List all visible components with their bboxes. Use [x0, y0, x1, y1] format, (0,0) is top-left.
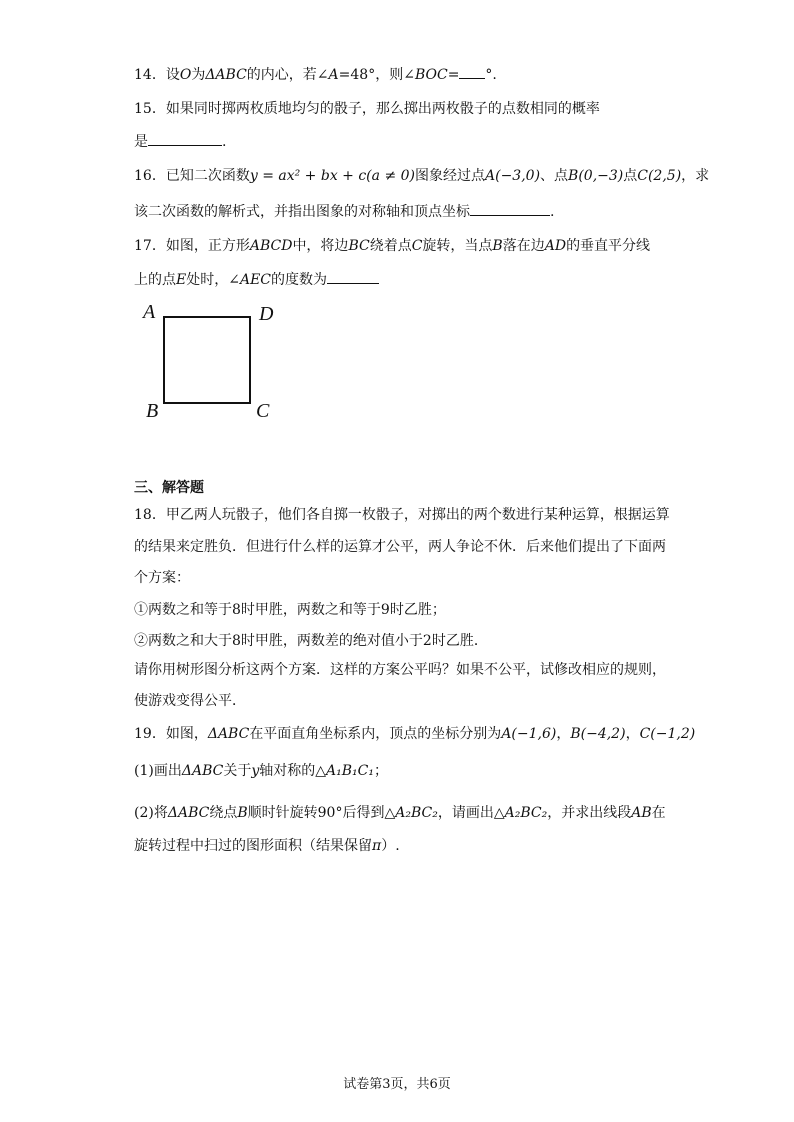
label-a: A	[143, 301, 156, 323]
question-19-part2-line2: 旋转过程中扫过的图形面积（结果保留π）.	[134, 838, 400, 854]
answer-blank[interactable]	[148, 131, 222, 146]
question-18-line2: 的结果来定胜负．但进行什么样的运算才公平，两人争论不休．后来他们提出了下面两	[134, 539, 666, 555]
question-18-line4: 请你用树形图分析这两个方案．这样的方案公平吗？如果不公平，试修改相应的规则，	[134, 662, 666, 678]
question-19-part2: (2)将ΔABC绕点B顺时针旋转90°后得到△A₂BC₂，请画出△A₂BC₂，并求出线段AB在	[134, 805, 666, 821]
page-footer: 试卷第3页，共6页	[343, 1077, 451, 1092]
label-c: C	[256, 400, 270, 422]
question-15: 15．如果同时掷两枚质地均匀的骰子，那么掷出两枚骰子的点数相同的概率	[134, 101, 600, 117]
option-1: ①两数之和等于8时甲胜，两数之和等于9时乙胜；	[134, 602, 446, 618]
question-16-line2: 该二次函数的解析式，并指出图象的对称轴和顶点坐标 .	[134, 201, 554, 222]
square-abcd	[163, 316, 251, 404]
label-b: B	[146, 400, 159, 422]
answer-blank[interactable]	[459, 64, 485, 79]
option-2: ②两数之和大于8时甲胜，两数差的绝对值小于2时乙胜．	[134, 633, 488, 649]
question-18-line3: 个方案：	[134, 570, 190, 586]
answer-blank[interactable]	[470, 201, 550, 216]
question-19-part1: (1)画出ΔABC关于y轴对称的△A₁B₁C₁；	[134, 763, 388, 779]
question-16: 16．已知二次函数y = ax² + bx + c(a ≠ 0)图象经过点A(−3,0)、点B(0,−3)点C(2,5)，求	[134, 168, 710, 184]
quadratic-formula: y = ax² + bx + c(a ≠ 0)	[249, 168, 415, 184]
question-18-line5: 使游戏变得公平．	[134, 693, 246, 709]
answer-blank[interactable]	[327, 269, 379, 284]
question-17-line2: 上的点E处时，∠AEC的度数为	[134, 269, 379, 290]
section-heading: 三、解答题	[134, 480, 204, 496]
label-d: D	[259, 303, 274, 325]
question-19: 19．如图，ΔABC在平面直角坐标系内，顶点的坐标分别为A(−1,6)，B(−4,2)，C(−1,2)	[134, 726, 696, 742]
question-17: 17．如图，正方形ABCD中，将边BC绕着点C旋转，当点B落在边AD的垂直平分线	[134, 238, 651, 254]
question-14: 14．设O为ΔABC的内心，若∠A=48°，则∠BOC= °.	[134, 64, 497, 85]
q14-number: 14．	[134, 67, 166, 83]
question-15-line2: 是 .	[134, 131, 226, 152]
question-18: 18．甲乙两人玩骰子，他们各自掷一枚骰子，对掷出的两个数进行某种运算，根据运算	[134, 507, 670, 523]
